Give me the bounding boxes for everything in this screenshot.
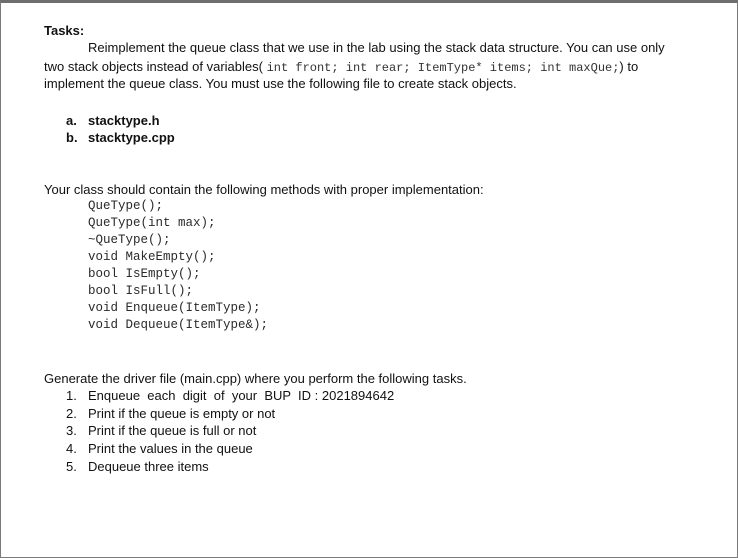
intro-line-2 bbox=[44, 59, 638, 76]
task-item bbox=[66, 459, 209, 475]
file-name: stacktype.h bbox=[88, 113, 160, 128]
methods-intro: Your class should contain the following methods with proper implementation: bbox=[44, 182, 484, 197]
task-item bbox=[66, 388, 394, 404]
task-text: Enqueue each digit of your BUP ID : 2021894642 bbox=[88, 388, 395, 403]
task-text: Print if the queue is empty or not bbox=[88, 406, 276, 421]
tasks-heading: Tasks: bbox=[44, 23, 85, 38]
method-line: void Dequeue(ItemType&); bbox=[88, 318, 269, 332]
intro-line-2-suffix: ) to bbox=[619, 59, 639, 74]
method-line: bool IsFull(); bbox=[88, 284, 194, 298]
task-item bbox=[66, 441, 253, 457]
file-name: stacktype.cpp bbox=[88, 130, 175, 145]
method-line: void Enqueue(ItemType); bbox=[88, 301, 261, 315]
method-line: void MakeEmpty(); bbox=[88, 250, 216, 264]
task-number: 4. bbox=[66, 441, 77, 456]
task-text: Dequeue three items bbox=[88, 459, 209, 474]
method-line: QueType(); bbox=[88, 199, 164, 213]
task-number: 2. bbox=[66, 406, 77, 421]
method-line: ~QueType(); bbox=[88, 233, 171, 247]
driver-intro: Generate the driver file (main.cpp) where you perform the following tasks. bbox=[44, 371, 467, 386]
file-item-b bbox=[66, 130, 175, 146]
intro-line-3: implement the queue class. You must use the following file to create stack objects. bbox=[44, 76, 517, 91]
task-number: 3. bbox=[66, 423, 77, 438]
file-marker: a. bbox=[66, 113, 77, 128]
method-line: bool IsEmpty(); bbox=[88, 267, 201, 281]
task-item bbox=[66, 406, 275, 422]
task-number: 5. bbox=[66, 459, 77, 474]
task-number: 1. bbox=[66, 388, 77, 403]
intro-line-2-code: int front; int rear; ItemType* items; int maxQue; bbox=[266, 61, 620, 75]
task-text: Print if the queue is full or not bbox=[88, 423, 257, 438]
file-marker: b. bbox=[66, 130, 78, 145]
task-item bbox=[66, 423, 256, 439]
intro-line-2-prefix: two stack objects instead of variables( bbox=[44, 59, 267, 74]
intro-line-1: Reimplement the queue class that we use in the lab using the stack data structure. You can use only bbox=[88, 40, 665, 55]
file-item-a bbox=[66, 113, 160, 129]
method-line: QueType(int max); bbox=[88, 216, 216, 230]
task-text: Print the values in the queue bbox=[88, 441, 253, 456]
